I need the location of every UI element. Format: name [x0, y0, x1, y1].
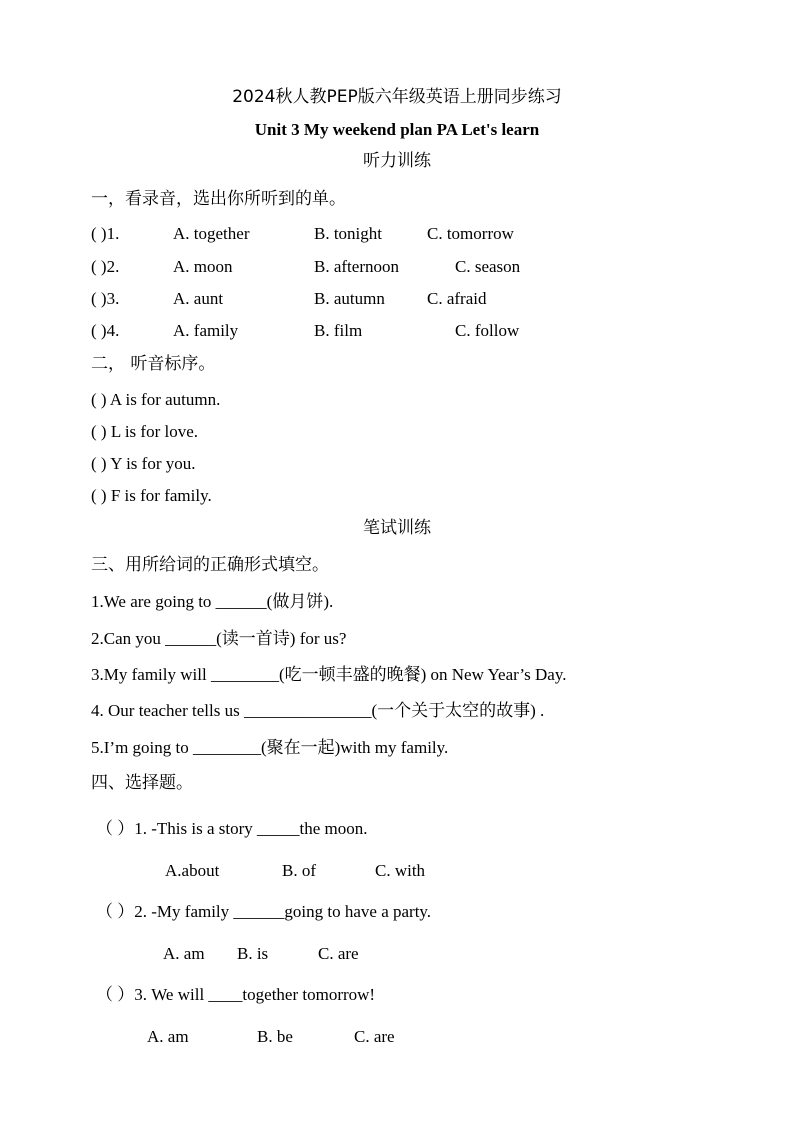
- list-item: ( ) Y is for you.: [91, 454, 196, 473]
- part1-option-a: A. moon: [173, 257, 233, 276]
- part1-option-b: B. autumn: [314, 289, 385, 308]
- part3-heading: 三、用所给词的正确形式填空。: [91, 555, 329, 575]
- question-option-a: A. am: [147, 1027, 189, 1046]
- part1-item-number: ( )1.: [91, 224, 120, 243]
- question-option-b: B. be: [257, 1027, 293, 1046]
- part1-heading: 一，看录音，选出你所听到的单。: [91, 189, 346, 209]
- part1-option-c: C. season: [455, 257, 521, 276]
- section-listening: 听力训练: [363, 151, 431, 171]
- question-option-a: A. am: [163, 944, 205, 963]
- list-item: 5.I’m going to ________(聚在一起)with my family.: [91, 738, 449, 757]
- part1-item-number: ( )2.: [91, 257, 120, 276]
- list-item: 3.My family will ________(吃一顿丰盛的晚餐) on New Year’s Day.: [91, 665, 567, 684]
- part1-option-a: A. together: [173, 224, 250, 243]
- part1-option-c: C. afraid: [427, 289, 487, 308]
- part1-option-b: B. afternoon: [314, 257, 399, 276]
- list-item: 4. Our teacher tells us _______________(一个关于太空的故事) .: [91, 701, 545, 720]
- question-option-c: C. are: [354, 1027, 395, 1046]
- part1-option-b: B. film: [314, 321, 363, 340]
- question-option-a: A.about: [165, 861, 220, 880]
- list-item: ( ) F is for family.: [91, 486, 212, 505]
- list-item: 2.Can you ______(读一首诗) for us?: [91, 629, 347, 648]
- page-subtitle: Unit 3 My weekend plan PA Let's learn: [254, 120, 540, 139]
- part1-option-a: A. family: [173, 321, 239, 340]
- question-text: （ ）1. -This is a story _____the moon.: [96, 819, 368, 838]
- part4-heading: 四、选择题。: [91, 773, 193, 793]
- question-text: （ ）3. We will ____together tomorrow!: [96, 985, 376, 1004]
- part1-item-number: ( )3.: [91, 289, 120, 308]
- list-item: 1.We are going to ______(做月饼).: [91, 592, 334, 611]
- part1-option-b: B. tonight: [314, 224, 383, 243]
- list-item: ( ) L is for love.: [91, 422, 199, 441]
- question-option-c: C. with: [375, 861, 426, 880]
- question-option-b: B. is: [237, 944, 269, 963]
- part1-option-c: C. tomorrow: [427, 224, 514, 243]
- question-text: （ ）2. -My family ______going to have a party.: [96, 902, 432, 921]
- list-item: ( ) A is for autumn.: [91, 390, 221, 409]
- page-title: 2024秋人教PEP版六年级英语上册同步练习: [232, 87, 562, 107]
- part1-option-a: A. aunt: [173, 289, 224, 308]
- part1-option-c: C. follow: [455, 321, 520, 340]
- section-writing: 笔试训练: [363, 518, 431, 538]
- question-option-c: C. are: [318, 944, 359, 963]
- part2-heading: 二， 听音标序。: [91, 354, 216, 374]
- part1-item-number: ( )4.: [91, 321, 120, 340]
- question-option-b: B. of: [282, 861, 316, 880]
